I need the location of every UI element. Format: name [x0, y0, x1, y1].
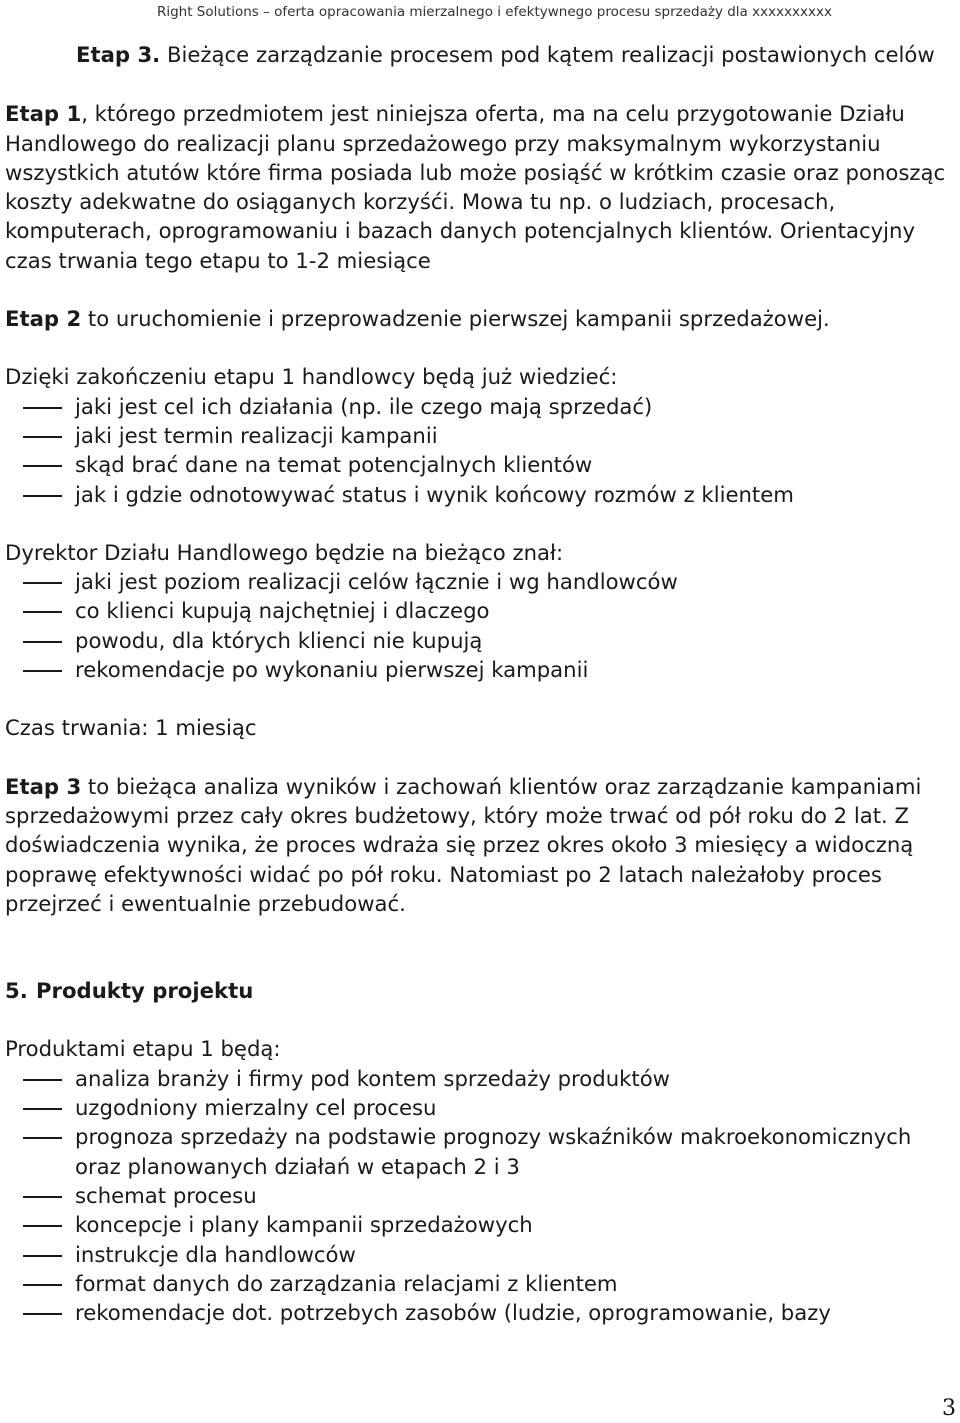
etap1-bold-label: Etap 1	[5, 101, 82, 127]
etap2-text: to uruchomienie i przeprowadzenie pierwszej kampanii sprzedażowej.	[81, 306, 830, 332]
etap3-paragraph	[5, 772, 955, 918]
section-etap3-title	[5, 40, 955, 69]
list-item: jaki jest poziom realizacji celów łącznie i wg handlowców	[5, 567, 955, 596]
etap1-paragraph	[5, 99, 955, 275]
list-item: skąd brać dane na temat potencjalnych klientów	[5, 450, 955, 479]
list-item: co klienci kupują najchętniej i dlaczego	[5, 596, 955, 625]
document-body	[5, 40, 955, 1327]
dzieki-list	[5, 392, 955, 509]
etap2-paragraph	[5, 304, 955, 333]
etap2-bold-label: Etap 2	[5, 306, 82, 332]
dzieki-intro: Dzięki zakończeniu etapu 1 handlowcy będą już wiedzieć:	[5, 364, 618, 390]
section5-number: 5.	[5, 978, 28, 1004]
list-item: rekomendacje po wykonaniu pierwszej kampanii	[5, 655, 955, 684]
dyrektor-intro: Dyrektor Działu Handlowego będzie na bieżąco znał:	[5, 539, 564, 565]
list-item: koncepcje i plany kampanii sprzedażowych	[5, 1210, 955, 1239]
dyrektor-list	[5, 567, 955, 684]
list-item: analiza branży i firmy pod kontem sprzedaży produktów	[5, 1064, 955, 1093]
etap1-text: , którego przedmiotem jest niniejsza oferta, ma na celu przygotowanie Działu Handlowego do realizacji planu sprzedażowego przy maksymalnym wykorzystaniu wszystkich atutów które firma posiada lub może posiąść w krótkim czasie oraz ponosząc koszty adekwatne do osiąganych korzyśći. Mowa tu np. o ludziach, procesach, komputerach, oprogramowaniu i bazach danych potencjalnych klientów. Orientacyjny czas trwania tego etapu to 1-2 miesiące	[5, 101, 946, 273]
list-item: jaki jest cel ich działania (np. ile czego mają sprzedać)	[5, 392, 955, 421]
list-item: rekomendacje dot. potrzebych zasobów (ludzie, oprogramowanie, bazy	[5, 1298, 955, 1327]
list-item: instrukcje dla handlowców	[5, 1240, 955, 1269]
page-header: Right Solutions – oferta opracowania mierzalnego i efektywnego procesu sprzedaży dla xxxxxxxxxx	[156, 4, 832, 20]
section-etap3-title-bold: Etap 3.	[76, 42, 161, 67]
section5-title: Produkty projektu	[36, 978, 254, 1004]
etap3-bold-label: Etap 3	[5, 773, 82, 799]
list-item: jak i gdzie odnotowywać status i wynik końcowy rozmów z klientem	[5, 480, 955, 509]
produkty-intro: Produktami etapu 1 będą:	[5, 1036, 281, 1062]
list-item: prognoza sprzedaży na podstawie prognozy wskaźników makroekonomicznych oraz planowanych działań w etapach 2 i 3	[5, 1122, 955, 1181]
list-item: jaki jest termin realizacji kampanii	[5, 421, 955, 450]
section-etap3-title-text: Bieżące zarządzanie procesem pod kątem realizacji postawionych celów	[160, 42, 935, 67]
produkty-list	[5, 1064, 955, 1328]
list-item: format danych do zarządzania relacjami z klientem	[5, 1269, 955, 1298]
list-item: uzgodniony mierzalny cel procesu	[5, 1093, 955, 1122]
list-item: powodu, dla których klienci nie kupują	[5, 626, 955, 655]
etap3-text: to bieżąca analiza wyników i zachowań klientów oraz zarządzanie kampaniami sprzedażowymi przez cały okres budżetowy, który może trwać od pół roku do 2 lat. Z doświadczenia wynika, że proces wdraża się przez okres około 3 miesięcy a widoczną poprawę efektywności widać po pół roku. Natomiast po 2 latach należałoby proces przejrzeć i ewentualnie przebudować.	[5, 773, 922, 916]
page-number: 3	[942, 1396, 956, 1421]
czas-trwania: Czas trwania: 1 miesiąc	[5, 715, 257, 741]
list-item: schemat procesu	[5, 1181, 955, 1210]
section5-heading	[5, 976, 955, 1005]
